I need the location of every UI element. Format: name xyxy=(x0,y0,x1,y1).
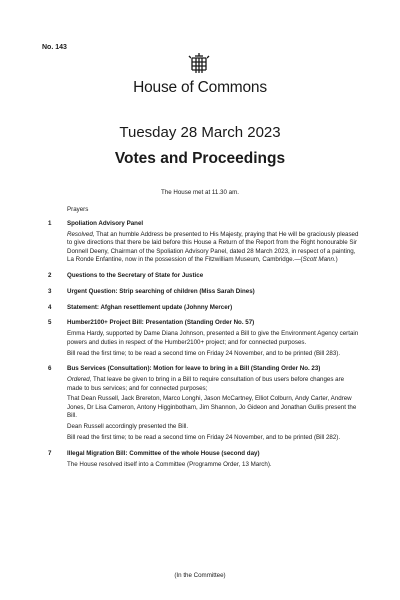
list-item xyxy=(48,365,360,442)
sitting-date: Tuesday 28 March 2023 xyxy=(119,124,281,141)
item-heading: Urgent Question: Strip searching of children (Miss Sarah Dines) xyxy=(67,287,255,295)
house-met-line: The House met at 11.30 am. xyxy=(161,189,239,196)
item-heading: Questions to the Secretary of State for Justice xyxy=(67,272,204,280)
item-heading: Statement: Afghan resettlement update (Johnny Mercer) xyxy=(67,303,233,311)
item-number: 6 xyxy=(48,365,52,373)
item-heading: Humber2100+ Project Bill: Presentation (Standing Order No. 57) xyxy=(67,319,255,327)
issue-number: No. 143 xyxy=(42,44,67,51)
item-number: 3 xyxy=(48,287,52,295)
portcullis-icon xyxy=(187,52,211,76)
list-item xyxy=(48,288,360,297)
list-item xyxy=(48,220,360,265)
proceedings-list xyxy=(48,220,360,476)
item-paragraph: Bill read the first time; to be read a second time on Friday 24 November, and to be printed (Bill 283). xyxy=(67,349,341,357)
list-item xyxy=(48,450,360,469)
item-paragraph: That Dean Russell, Jack Brereton, Marco Longhi, Jason McCartney, Elliot Colburn, Andy Carter, Andrew Jones, Dr Lisa Cameron, Antony Higginbotham, Jim Shannon, Jo Gideon and Jonathan Gullis present the Bill. xyxy=(67,395,357,420)
item-paragraph: Dean Russell accordingly presented the Bill. xyxy=(67,423,189,431)
item-number: 7 xyxy=(48,449,52,457)
item-paragraph: Bill read the first time; to be read a second time on Friday 24 November, and to be printed (Bill 282). xyxy=(67,434,341,442)
italic-lead: Resolved, xyxy=(67,230,95,238)
item-paragraph xyxy=(67,231,360,265)
list-item xyxy=(48,319,360,358)
member-name: Scott Mann. xyxy=(302,256,336,264)
list-item xyxy=(48,304,360,313)
item-paragraph: Emma Hardy, supported by Dame Diana Johnson, presented a Bill to give the Environment Agency certain powers and duties in respect of the Humber2100+ project; and for connected purposes. xyxy=(67,330,359,346)
item-paragraph: The House resolved itself into a Committee (Programme Order, 13 March). xyxy=(67,460,272,468)
paragraph-tail: ) xyxy=(335,256,338,264)
item-number: 2 xyxy=(48,272,52,280)
paragraph-text: That an humble Address be presented to His Majesty, praying that He will be graciously pleased to give directions that there be laid before this House a Return of the Report from the Right honourable Sir Donnell Deeny, Chairman of the Spoliation Advisory Panel, dated 28 March 2023, in respect of a painting, La Ronde Enfantine, now in the possession of the Fitzwilliam Museum, Cambridge.—( xyxy=(67,230,359,264)
prayers-line: Prayers xyxy=(67,206,89,213)
paragraph-text: That leave be given to bring in a Bill to require consultation of bus users before changes are made to bus services; and for connected purposes; xyxy=(67,376,345,392)
item-number: 5 xyxy=(48,319,52,327)
in-committee-line: (In the Committee) xyxy=(174,572,226,579)
italic-lead: Ordered, xyxy=(67,376,92,384)
item-heading: Bus Services (Consultation): Motion for leave to bring in a Bill (Standing Order No. 23) xyxy=(67,365,321,373)
item-number: 1 xyxy=(48,220,52,227)
house-name: House of Commons xyxy=(133,79,267,96)
list-item xyxy=(48,272,360,281)
item-paragraph xyxy=(67,376,360,393)
item-heading: Spoliation Advisory Panel xyxy=(67,220,144,227)
page-title: Votes and Proceedings xyxy=(114,150,286,167)
item-number: 4 xyxy=(48,303,52,311)
item-heading: Illegal Migration Bill: Committee of the whole House (second day) xyxy=(67,449,260,457)
